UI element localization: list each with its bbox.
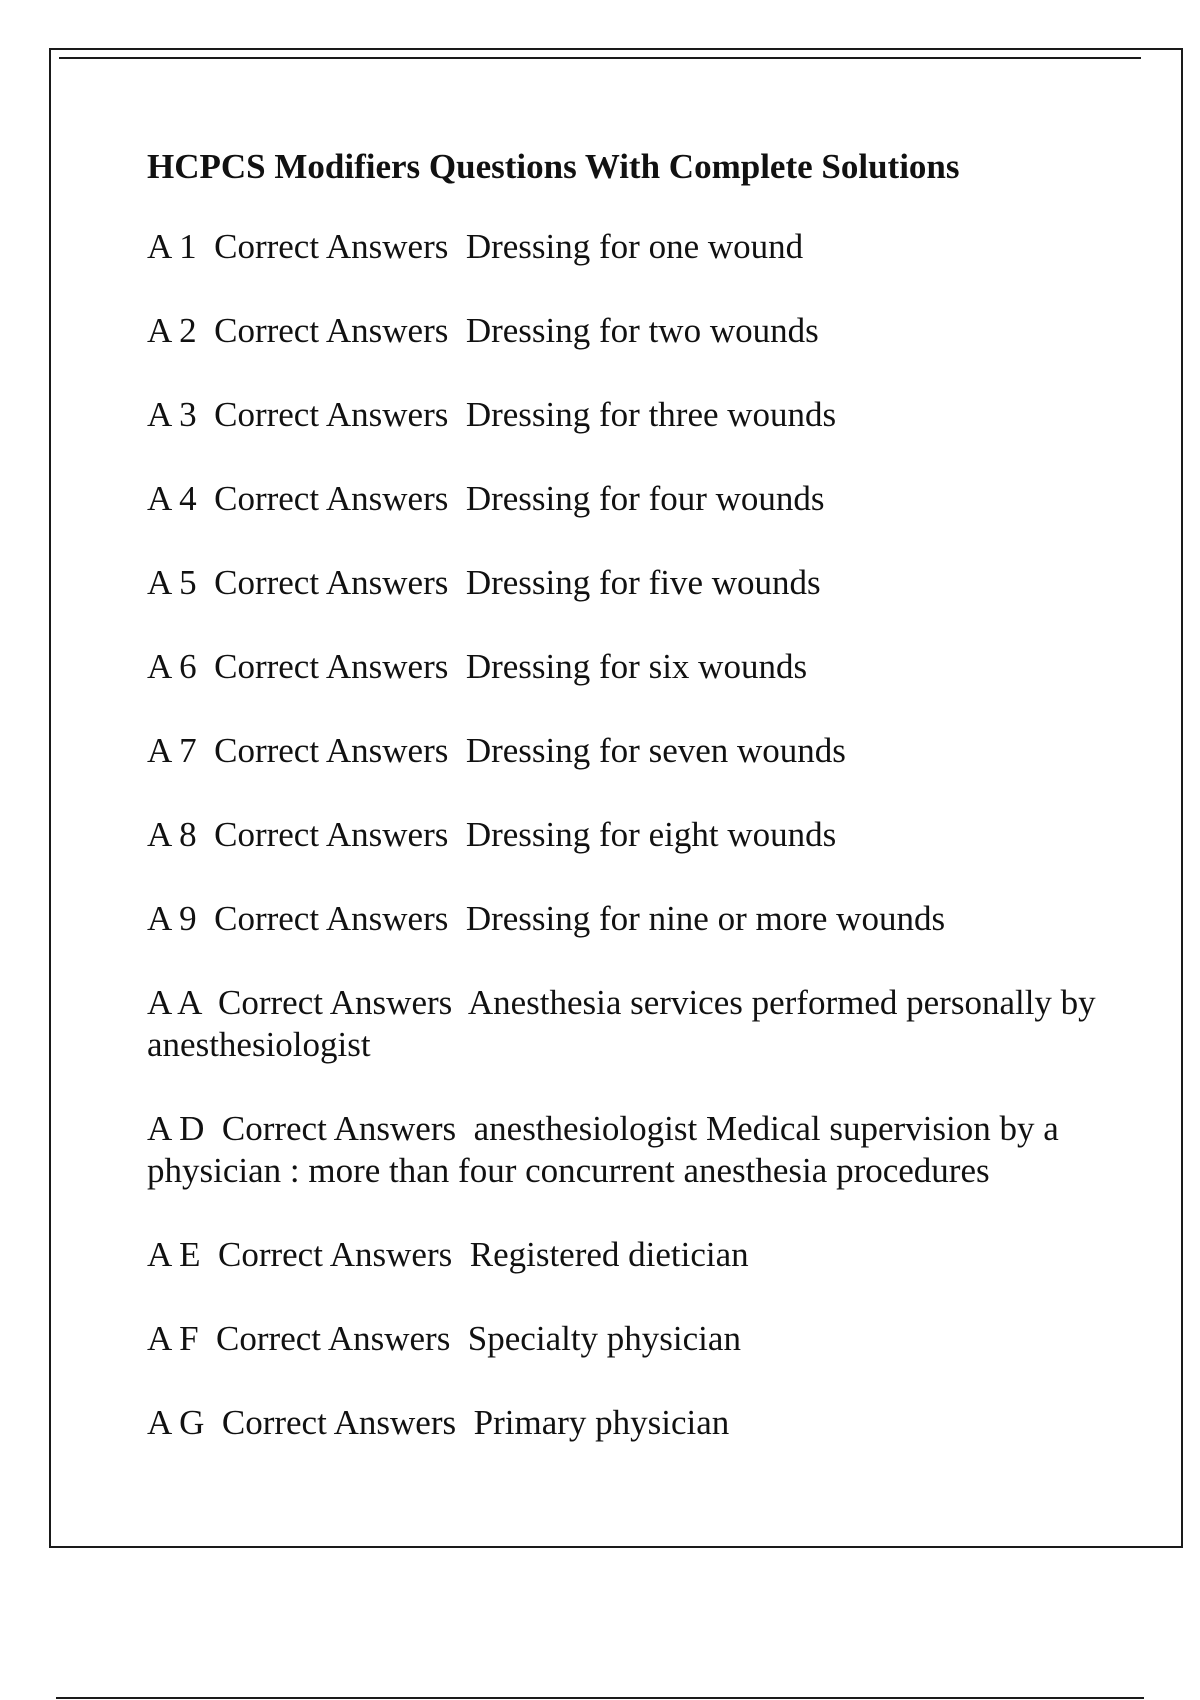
document-title: HCPCS Modifiers Questions With Complete Solutions — [147, 147, 960, 186]
bottom-rule — [56, 1697, 1144, 1699]
entry-aa: A A Correct Answers Anesthesia services performed personally by anesthesiologist — [147, 983, 1105, 1064]
entry-a7: A 7 Correct Answers Dressing for seven wounds — [147, 731, 846, 770]
entry-a8: A 8 Correct Answers Dressing for eight wounds — [147, 815, 837, 854]
entry-a1: A 1 Correct Answers Dressing for one wound — [147, 227, 804, 266]
entry-a4: A 4 Correct Answers Dressing for four wounds — [147, 479, 825, 518]
document-body — [147, 146, 1137, 1486]
entry-a6: A 6 Correct Answers Dressing for six wounds — [147, 647, 808, 686]
entry-a5: A 5 Correct Answers Dressing for five wounds — [147, 563, 821, 602]
entry-ad: A D Correct Answers anesthesiologist Medical supervision by a physician : more than four concurrent anesthesia procedures — [147, 1109, 1068, 1190]
entry-a9: A 9 Correct Answers Dressing for nine or more wounds — [147, 899, 946, 938]
top-rule — [59, 57, 1141, 59]
entry-af: A F Correct Answers Specialty physician — [147, 1319, 741, 1358]
entry-a3: A 3 Correct Answers Dressing for three wounds — [147, 395, 837, 434]
entry-a2: A 2 Correct Answers Dressing for two wounds — [147, 311, 819, 350]
entry-ag: A G Correct Answers Primary physician — [147, 1403, 730, 1442]
entry-ae: A E Correct Answers Registered dietician — [147, 1235, 749, 1274]
page-frame — [49, 48, 1183, 1548]
